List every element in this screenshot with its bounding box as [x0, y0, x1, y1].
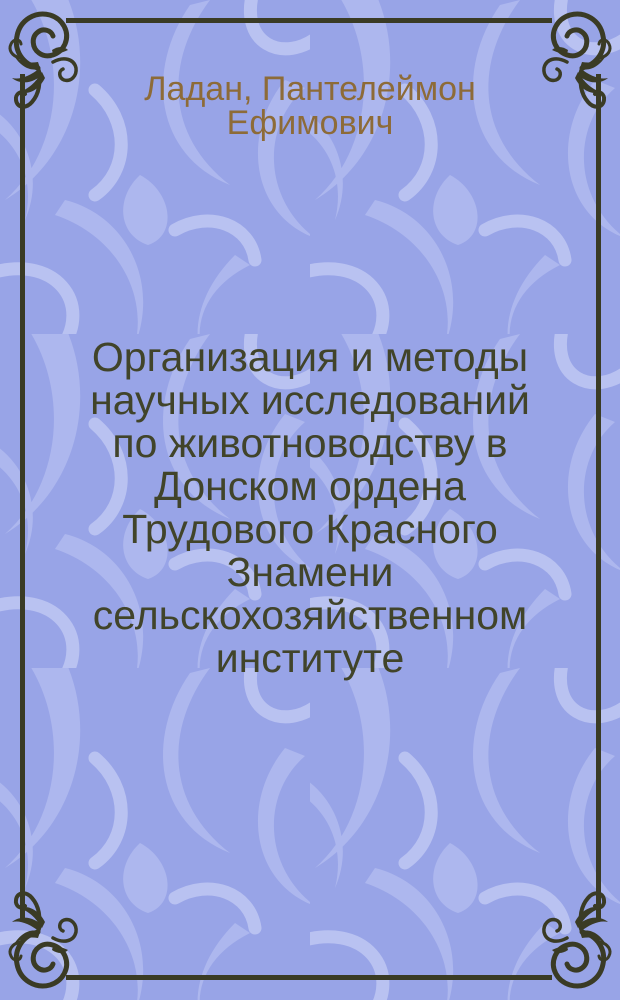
- author-name-line: Ладан, Пантелеймон: [144, 70, 476, 108]
- book-title-line: сельскохозяйственном: [92, 592, 528, 638]
- frame-line-top: [66, 18, 552, 23]
- book-title-line: Организация и методы: [91, 334, 529, 380]
- author-name: [0, 72, 620, 140]
- frame-line-bottom: [66, 975, 552, 980]
- book-title-line: Знамени: [226, 549, 394, 595]
- book-title-line: Трудового Красного: [122, 506, 498, 552]
- book-title: [0, 336, 620, 680]
- book-title-line: институте: [215, 635, 405, 681]
- book-title-line: по животноводству в: [112, 420, 508, 466]
- book-title-line: научных исследований: [90, 377, 530, 423]
- author-name-line: Ефимович: [226, 104, 394, 142]
- book-title-line: Донском ордена: [154, 463, 466, 509]
